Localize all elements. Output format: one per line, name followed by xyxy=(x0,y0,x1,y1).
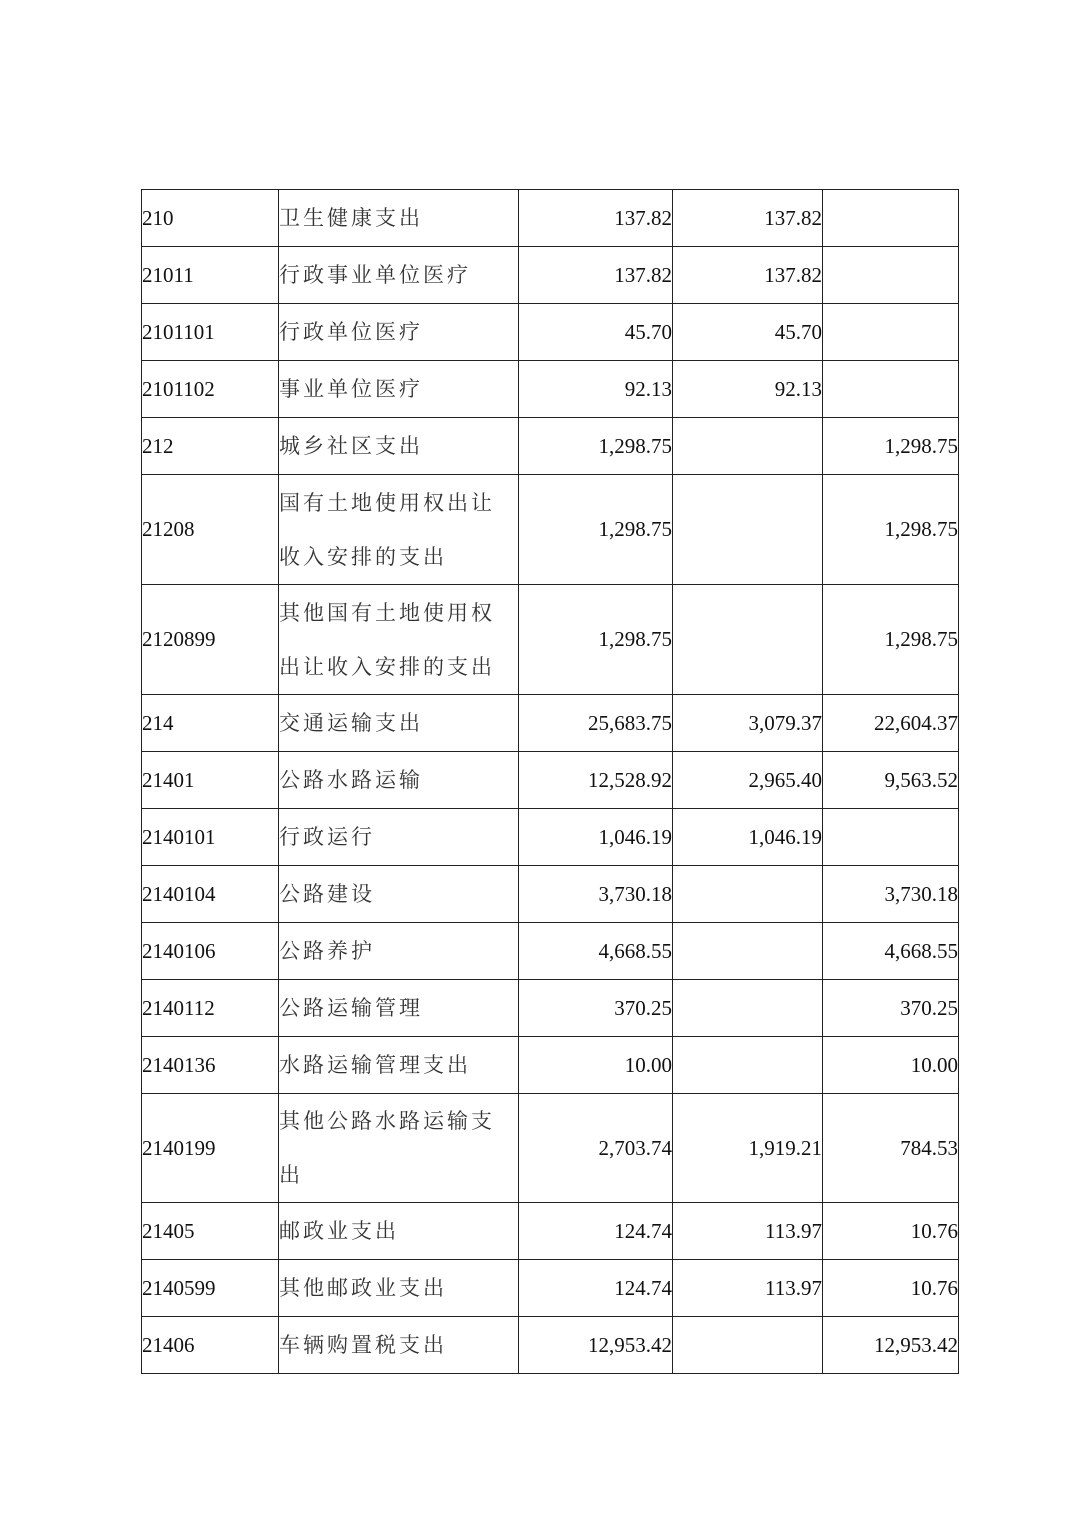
name-cell: 事业单位医疗 xyxy=(279,361,519,418)
name-cell: 国有土地使用权出让收入安排的支出 xyxy=(279,475,519,585)
table-row xyxy=(142,247,959,304)
code-cell: 21011 xyxy=(142,247,279,304)
project-cell: 4,668.55 xyxy=(823,923,959,980)
total-cell: 25,683.75 xyxy=(519,695,673,752)
name-cell: 行政单位医疗 xyxy=(279,304,519,361)
total-cell: 1,046.19 xyxy=(519,809,673,866)
name-cell: 邮政业支出 xyxy=(279,1203,519,1260)
name-cell: 公路养护 xyxy=(279,923,519,980)
code-cell: 21406 xyxy=(142,1317,279,1374)
table-row xyxy=(142,418,959,475)
code-cell: 2120899 xyxy=(142,585,279,695)
total-cell: 3,730.18 xyxy=(519,866,673,923)
project-cell: 784.53 xyxy=(823,1094,959,1203)
basic-cell: 1,046.19 xyxy=(673,809,823,866)
name-cell: 其他公路水路运输支出 xyxy=(279,1094,519,1203)
total-cell: 12,953.42 xyxy=(519,1317,673,1374)
basic-cell xyxy=(673,866,823,923)
table-row xyxy=(142,1317,959,1374)
project-cell xyxy=(823,190,959,247)
table-row xyxy=(142,190,959,247)
code-cell: 2140136 xyxy=(142,1037,279,1094)
name-cell: 其他邮政业支出 xyxy=(279,1260,519,1317)
table-row xyxy=(142,475,959,585)
table-row xyxy=(142,585,959,695)
code-cell: 2140112 xyxy=(142,980,279,1037)
total-cell: 124.74 xyxy=(519,1203,673,1260)
total-cell: 137.82 xyxy=(519,190,673,247)
table-row xyxy=(142,1203,959,1260)
code-cell: 210 xyxy=(142,190,279,247)
project-cell xyxy=(823,361,959,418)
basic-cell: 1,919.21 xyxy=(673,1094,823,1203)
code-cell: 2140104 xyxy=(142,866,279,923)
basic-cell: 113.97 xyxy=(673,1203,823,1260)
project-cell: 1,298.75 xyxy=(823,475,959,585)
code-cell: 21208 xyxy=(142,475,279,585)
code-cell: 2140599 xyxy=(142,1260,279,1317)
expenditure-table xyxy=(141,189,959,1374)
table-row xyxy=(142,866,959,923)
table-row xyxy=(142,1260,959,1317)
table-row xyxy=(142,923,959,980)
basic-cell: 2,965.40 xyxy=(673,752,823,809)
total-cell: 124.74 xyxy=(519,1260,673,1317)
project-cell: 3,730.18 xyxy=(823,866,959,923)
project-cell xyxy=(823,809,959,866)
project-cell: 1,298.75 xyxy=(823,585,959,695)
total-cell: 10.00 xyxy=(519,1037,673,1094)
project-cell: 9,563.52 xyxy=(823,752,959,809)
name-cell: 卫生健康支出 xyxy=(279,190,519,247)
name-cell: 行政运行 xyxy=(279,809,519,866)
name-cell: 车辆购置税支出 xyxy=(279,1317,519,1374)
name-cell: 行政事业单位医疗 xyxy=(279,247,519,304)
basic-cell: 137.82 xyxy=(673,247,823,304)
code-cell: 212 xyxy=(142,418,279,475)
total-cell: 4,668.55 xyxy=(519,923,673,980)
project-cell: 10.00 xyxy=(823,1037,959,1094)
table-body xyxy=(142,190,959,1374)
project-cell: 1,298.75 xyxy=(823,418,959,475)
basic-cell: 3,079.37 xyxy=(673,695,823,752)
table-row xyxy=(142,1094,959,1203)
name-cell: 城乡社区支出 xyxy=(279,418,519,475)
total-cell: 12,528.92 xyxy=(519,752,673,809)
project-cell: 12,953.42 xyxy=(823,1317,959,1374)
code-cell: 21401 xyxy=(142,752,279,809)
basic-cell: 92.13 xyxy=(673,361,823,418)
name-cell: 其他国有土地使用权出让收入安排的支出 xyxy=(279,585,519,695)
basic-cell xyxy=(673,1317,823,1374)
name-cell: 公路运输管理 xyxy=(279,980,519,1037)
table-row xyxy=(142,809,959,866)
name-cell: 交通运输支出 xyxy=(279,695,519,752)
total-cell: 370.25 xyxy=(519,980,673,1037)
code-cell: 2140101 xyxy=(142,809,279,866)
code-cell: 21405 xyxy=(142,1203,279,1260)
project-cell xyxy=(823,304,959,361)
project-cell: 10.76 xyxy=(823,1260,959,1317)
total-cell: 137.82 xyxy=(519,247,673,304)
code-cell: 214 xyxy=(142,695,279,752)
total-cell: 2,703.74 xyxy=(519,1094,673,1203)
basic-cell: 113.97 xyxy=(673,1260,823,1317)
table-row xyxy=(142,695,959,752)
basic-cell xyxy=(673,1037,823,1094)
project-cell: 10.76 xyxy=(823,1203,959,1260)
total-cell: 1,298.75 xyxy=(519,475,673,585)
table-row xyxy=(142,980,959,1037)
table-row xyxy=(142,304,959,361)
total-cell: 1,298.75 xyxy=(519,418,673,475)
code-cell: 2140199 xyxy=(142,1094,279,1203)
code-cell: 2140106 xyxy=(142,923,279,980)
basic-cell: 45.70 xyxy=(673,304,823,361)
basic-cell xyxy=(673,923,823,980)
project-cell: 370.25 xyxy=(823,980,959,1037)
table-row xyxy=(142,1037,959,1094)
total-cell: 45.70 xyxy=(519,304,673,361)
name-cell: 公路水路运输 xyxy=(279,752,519,809)
name-cell: 公路建设 xyxy=(279,866,519,923)
code-cell: 2101101 xyxy=(142,304,279,361)
code-cell: 2101102 xyxy=(142,361,279,418)
name-cell: 水路运输管理支出 xyxy=(279,1037,519,1094)
project-cell xyxy=(823,247,959,304)
total-cell: 92.13 xyxy=(519,361,673,418)
table-row xyxy=(142,361,959,418)
basic-cell xyxy=(673,418,823,475)
total-cell: 1,298.75 xyxy=(519,585,673,695)
basic-cell xyxy=(673,585,823,695)
basic-cell xyxy=(673,980,823,1037)
basic-cell: 137.82 xyxy=(673,190,823,247)
table-row xyxy=(142,752,959,809)
basic-cell xyxy=(673,475,823,585)
project-cell: 22,604.37 xyxy=(823,695,959,752)
